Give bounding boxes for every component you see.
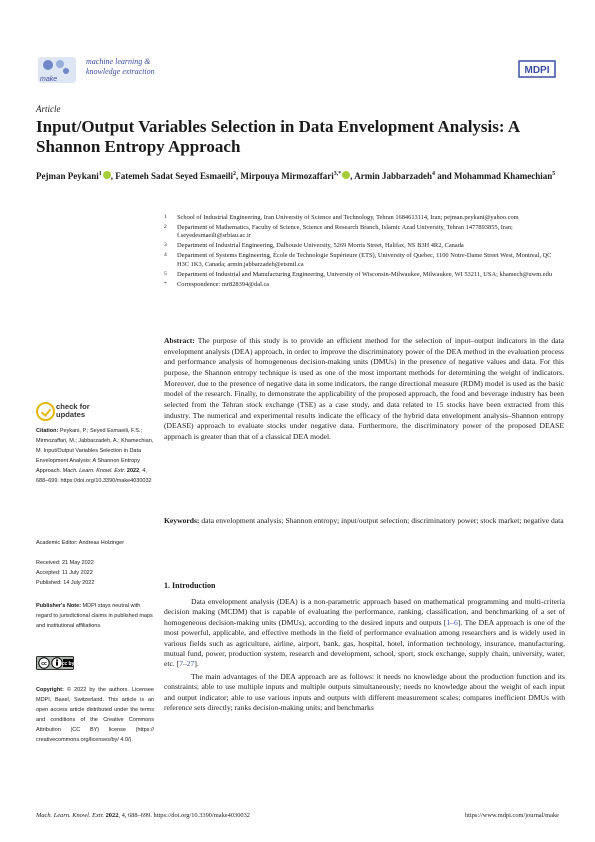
intro-text: Data envelopment analysis (DEA) is a non-parametric approach based on mathematical programming and multi-criteria decision making (MCDM) that is capable of evaluating the performance, ranking, classification, and benchmarking of a set of homogeneous decision-making units (DMUs), according to the desired inputs and outputs [ bbox=[164, 597, 565, 627]
footer-year: 2022 bbox=[105, 812, 119, 819]
published-date: Published: 14 July 2022 bbox=[36, 580, 95, 587]
affiliation-item bbox=[164, 281, 564, 290]
author-separator: and bbox=[435, 171, 455, 181]
affiliation-item bbox=[164, 214, 564, 223]
cc-text: cc by bbox=[61, 661, 74, 667]
abstract-label: Abstract: bbox=[164, 336, 195, 345]
intro-paragraph-1 bbox=[164, 597, 565, 670]
author-name: Mohammad Khamechian bbox=[454, 171, 553, 181]
author-name: Pejman Peykani bbox=[36, 171, 99, 181]
journal-logo-icon bbox=[36, 55, 78, 85]
citation-link[interactable]: 7–27 bbox=[179, 659, 195, 669]
accepted-date: Accepted: 11 July 2022 bbox=[36, 570, 93, 577]
author-list bbox=[36, 168, 566, 183]
affiliation-text: School of Industrial Engineering, Iran University of Science and Technology, Tehran 1684613114, Iran; pejman.peykani@yahoo.com bbox=[177, 214, 519, 221]
abstract-text: The purpose of this study is to provide an efficient method for the selection of input–output indicators in the data envelopment analysis (DEA) approach, in order to improve the discriminatory power of the DEA method in the evaluation process and performance analysis of homogeneous decision-making units (DMUs) in the presence of negative values and data. For this purpose, the Shannon entropy technique is used as one of the most important methods for determining the weight of indicators. Moreover, due to the presence of negative data in some indicators, the range directional measure (RDM) model is used as the basic model of the research. Finally, to demonstrate the applicability of the proposed approach, the food and beverage industry has been selected from the Tehran stock exchange (TSE) as a case study, and data related to 15 stocks have been extracted from this industry. The numerical and experimental results indicate the efficacy of the hybrid data envelopment analysis–Shannon entropy (DEASE) approach to evaluate stocks under negative data. Furthermore, the discriminatory power of the proposed DEASE approach is greater than that of a classical DEA model. bbox=[164, 336, 564, 441]
updates-line1: check for bbox=[56, 402, 90, 411]
copyright-block bbox=[36, 685, 154, 746]
section-heading: 1. Introduction bbox=[164, 581, 216, 590]
orcid-icon[interactable] bbox=[103, 171, 111, 179]
citation-year: 2022 bbox=[126, 468, 140, 475]
citation-volume: , 4, 688–699. https://doi.org/10.3390/make4030032 bbox=[36, 468, 152, 485]
academic-editor: Academic Editor: Andreas Holzinger bbox=[36, 540, 125, 546]
mdpi-logo-icon bbox=[515, 58, 559, 80]
journal-logo-text: make bbox=[40, 76, 58, 83]
updates-line2: updates bbox=[56, 410, 86, 419]
author-separator: , bbox=[110, 171, 116, 181]
affiliation-text: Correspondence: mr828394@dal.ca bbox=[177, 280, 270, 288]
author-name: Armin Jabbarzadeh bbox=[354, 171, 433, 181]
affiliation-text: Department of Industrial and Manufacturing Engineering, University of Wisconsin-Milwaukee, Milwaukee, WI 53211, USA; khamech@uwm.edu bbox=[177, 270, 553, 278]
article-title: Input/Output Variables Selection in Data Envelopment Analysis: A Shannon Entropy Approach bbox=[36, 117, 520, 156]
publisher-note-label: Publisher's Note: bbox=[36, 603, 82, 609]
citation-link[interactable]: 1–6 bbox=[446, 617, 458, 627]
citation-text: Peykani, P.; Seyed Esmaeili, F.S.; Mirmozaffari, M.; Jabbarzadeh, A.; Khamechian, M. Input/Output Variables Selection in Data Envelopment Analysis: A Shannon Entropy Approach. bbox=[36, 428, 154, 475]
author-separator: , bbox=[236, 171, 241, 181]
author-separator: , bbox=[350, 171, 355, 181]
affiliation-mark: 3 bbox=[164, 242, 167, 249]
keywords-text: data envelopment analysis; Shannon entropy; input/output selection; discriminatory power; stock market; negative data bbox=[201, 516, 564, 525]
journal-name-line2: knowledge extraction bbox=[86, 67, 155, 76]
citation-journal: Mach. Learn. Knowl. Extr. bbox=[62, 468, 126, 475]
affiliation-item bbox=[164, 271, 564, 280]
journal-name bbox=[86, 57, 155, 77]
affiliations bbox=[164, 214, 564, 291]
mdpi-logo-text: MDPI bbox=[524, 65, 550, 76]
intro-text: ]. bbox=[194, 659, 199, 669]
affiliation-text: Department of Systems Engineering, École de Technologie Supérieure (ETS), University of Quebec, 1100 Notre-Dame Street West, Montreal, QC H3C 1K3, Canada; armin.jabbarzadeh@etsmtl.ca bbox=[177, 252, 552, 268]
introduction-body bbox=[164, 597, 565, 715]
footer-rest: , 4, 688–699. https://doi.org/10.3390/make4030032 bbox=[118, 812, 250, 819]
author-affiliation-mark: 1 bbox=[98, 171, 102, 177]
affiliation-mark: 4 bbox=[164, 252, 167, 259]
intro-paragraph-2: The main advantages of the DEA approach are as follows: it needs no knowledge about the production function and its constraints; able to use multiple inputs and multiple outputs simultaneously; needs no knowledge about the weight of each input and output indicator; able to use various inputs and outputs with different measurement scales; compares inefficient DMUs with reference sets directly; ranks decision-making units; and benchmarks bbox=[164, 671, 565, 713]
cc-by-license-icon[interactable] bbox=[36, 656, 74, 670]
dates-block bbox=[36, 558, 154, 588]
affiliation-text: Department of Industrial Engineering, Dalhousie University, 5269 Morris Street, Halifax, NS B3H 4R2, Canada bbox=[177, 242, 464, 250]
affiliation-mark: 5 bbox=[164, 270, 167, 277]
journal-name-line1: machine learning & bbox=[86, 57, 151, 66]
publisher-note bbox=[36, 601, 154, 631]
affiliation-mark: * bbox=[164, 280, 167, 287]
svg-text:cc: cc bbox=[41, 661, 47, 667]
intro-text: ]. The DEA approach is one of the most powerful, applicable, and effective methods in the field of performance evaluation among researchers and is widely used in various fields such as agriculture, airline, airport, bank, gas, hospital, hotel, information technology, insurance, manufacturing, mutual fund, power, production system, research and development, school, sport, stock exchange, supply chain, university, water, etc. [ bbox=[164, 617, 565, 669]
affiliation-item bbox=[164, 242, 564, 251]
article-type: Article bbox=[36, 104, 61, 114]
check-icon bbox=[36, 402, 55, 421]
affiliation-item bbox=[164, 224, 564, 241]
author-affiliation-mark: 2 bbox=[233, 171, 236, 177]
affiliation-text: Department of Mathematics, Faculty of Science, Science and Research Branch, Islamic Azad University, Tehran 1477893855, Iran; f.seyedesmaeili@srbiau.ac.ir bbox=[177, 223, 513, 240]
check-for-updates-button[interactable] bbox=[36, 402, 146, 424]
copyright-label: Copyright: bbox=[36, 687, 64, 693]
received-date: Received: 21 May 2022 bbox=[36, 560, 94, 566]
footer-journal: Mach. Learn. Knowl. Extr. bbox=[36, 812, 104, 819]
citation-label: Citation: bbox=[36, 428, 59, 434]
abstract bbox=[164, 336, 564, 443]
affiliation-mark: 1 bbox=[164, 214, 167, 220]
affiliation-item bbox=[164, 252, 564, 269]
author-name: Fatemeh Sadat Seyed Esmaeili bbox=[115, 171, 233, 181]
publisher-note-text: MDPI stays neutral with regard to jurisdictional claims in published maps and institutional affiliations. bbox=[36, 603, 153, 630]
keywords-label: Keywords: bbox=[164, 516, 200, 525]
affiliation-mark: 2 bbox=[164, 223, 167, 230]
keywords bbox=[164, 516, 564, 527]
copyright-text: © 2022 by the authors. Licensee MDPI, Basel, Switzerland. This article is an open access article distributed under the terms and conditions of the Creative Commons Attribution (CC BY) license (https:// creativecommons.org/licenses/by/ 4.0/). bbox=[36, 687, 154, 744]
footer-journal-url[interactable]: https://www.mdpi.com/journal/make bbox=[464, 812, 559, 819]
citation-block bbox=[36, 426, 154, 487]
author-affiliation-mark: 5 bbox=[552, 171, 556, 177]
updates-text bbox=[56, 403, 90, 419]
author-affiliation-mark: 4 bbox=[432, 171, 436, 177]
footer-citation bbox=[36, 812, 250, 819]
author-affiliation-mark: 3,* bbox=[333, 171, 342, 177]
author-name: Mirpouya Mirmozaffari bbox=[240, 171, 334, 181]
